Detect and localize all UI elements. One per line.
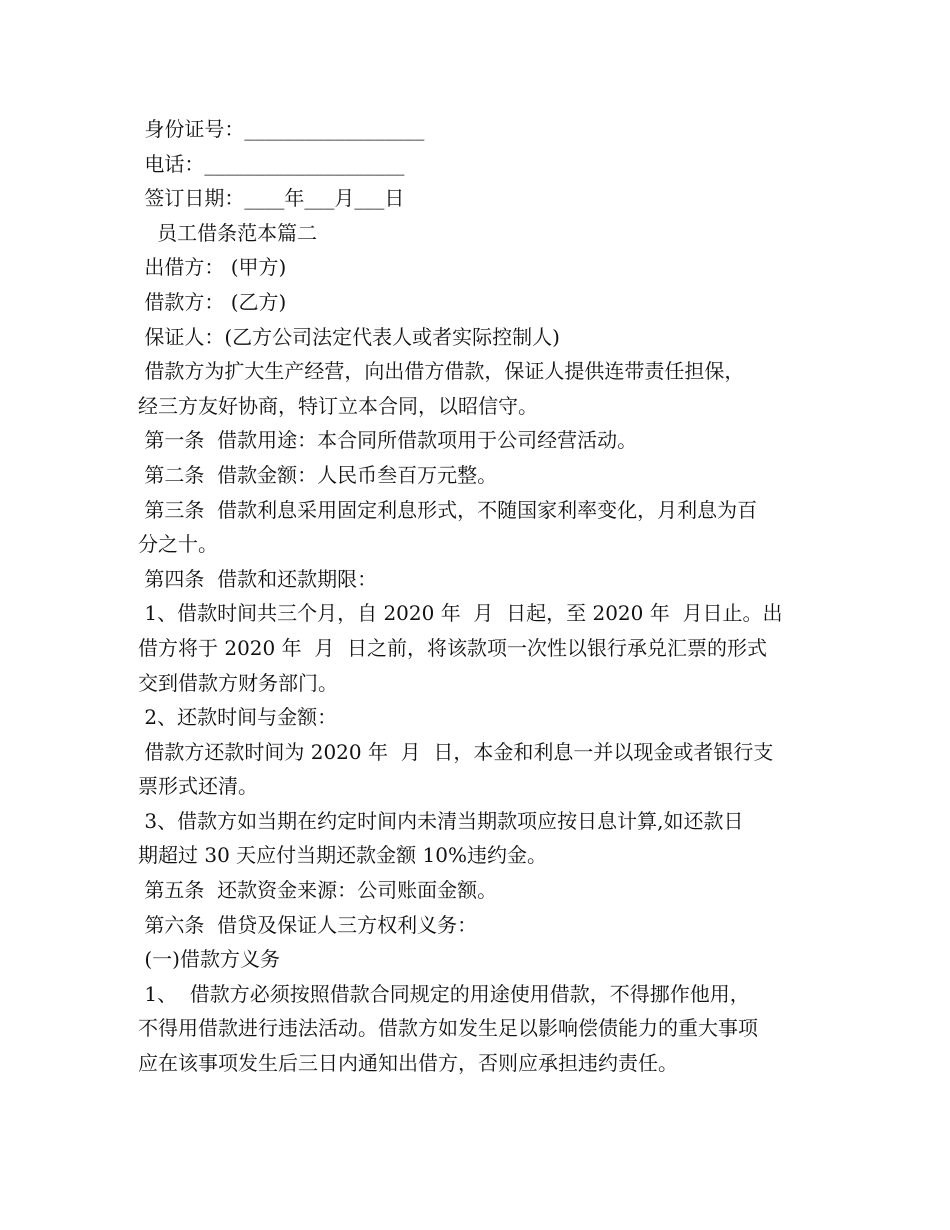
lender-line: 出借方： (甲方) xyxy=(138,255,287,280)
preamble-line: 借款方为扩大生产经营，向出借方借款，保证人提供连带责任担保， xyxy=(138,359,745,384)
preamble-line: 经三方友好协商，特订立本合同，以昭信守。 xyxy=(138,393,538,418)
clause-line: 票形式还清。 xyxy=(138,774,258,799)
clause-line: 期超过 30 天应付当期还款金额 10%违约金。 xyxy=(138,843,547,868)
clause-line: 3、借款方如当期在约定时间内未清当期款项应按日息计算,如还款日 xyxy=(138,808,744,833)
article-4-line: 第四条 借款和还款期限： xyxy=(138,566,378,591)
article-2-line: 第二条 借款金额：人民币叁百万元整。 xyxy=(138,462,498,487)
guarantor-line: 保证人：(乙方公司法定代表人或者实际控制人) xyxy=(138,324,560,349)
section-title: 员工借条范本篇二 xyxy=(138,220,318,245)
subsection-title: (一)借款方义务 xyxy=(138,947,280,972)
borrower-line: 借款方： (乙方) xyxy=(138,289,287,314)
clause-line: 借款方还款时间为 2020 年 月 日，本金和利息一并以现金或者银行支 xyxy=(138,739,774,764)
clause-line: 借方将于 2020 年 月 日之前，将该款项一次性以银行承兑汇票的形式 xyxy=(138,635,768,660)
clause-line: 2、还款时间与金额： xyxy=(138,705,338,730)
article-3-line: 分之十。 xyxy=(138,532,218,557)
clause-line: 1、 借款方必须按照借款合同规定的用途使用借款，不得挪作他用， xyxy=(138,981,750,1006)
clause-line: 应在该事项发生后三日内通知出借方，否则应承担违约责任。 xyxy=(138,1051,678,1076)
document-page xyxy=(138,112,818,1081)
id-number-line: 身份证号：__________________ xyxy=(138,117,425,141)
clause-line: 不得用借款进行违法活动。借款方如发生足以影响偿债能力的重大事项 xyxy=(138,1016,758,1041)
phone-line: 电话：____________________ xyxy=(138,151,405,176)
clause-line: 1、借款时间共三个月，自 2020 年 月 日起，至 2020 年 月日止。出 xyxy=(138,601,783,626)
article-1-line: 第一条 借款用途：本合同所借款项用于公司经营活动。 xyxy=(138,428,638,453)
article-3-line: 第三条 借款利息采用固定利息形式，不随国家利率变化，月利息为百 xyxy=(138,497,758,522)
article-6-line: 第六条 借贷及保证人三方权利义务： xyxy=(138,912,478,937)
article-5-line: 第五条 还款资金来源：公司账面金额。 xyxy=(138,878,498,903)
clause-line: 交到借款方财务部门。 xyxy=(138,670,338,695)
sign-date-line: 签订日期：____年___月___日 xyxy=(138,186,405,211)
